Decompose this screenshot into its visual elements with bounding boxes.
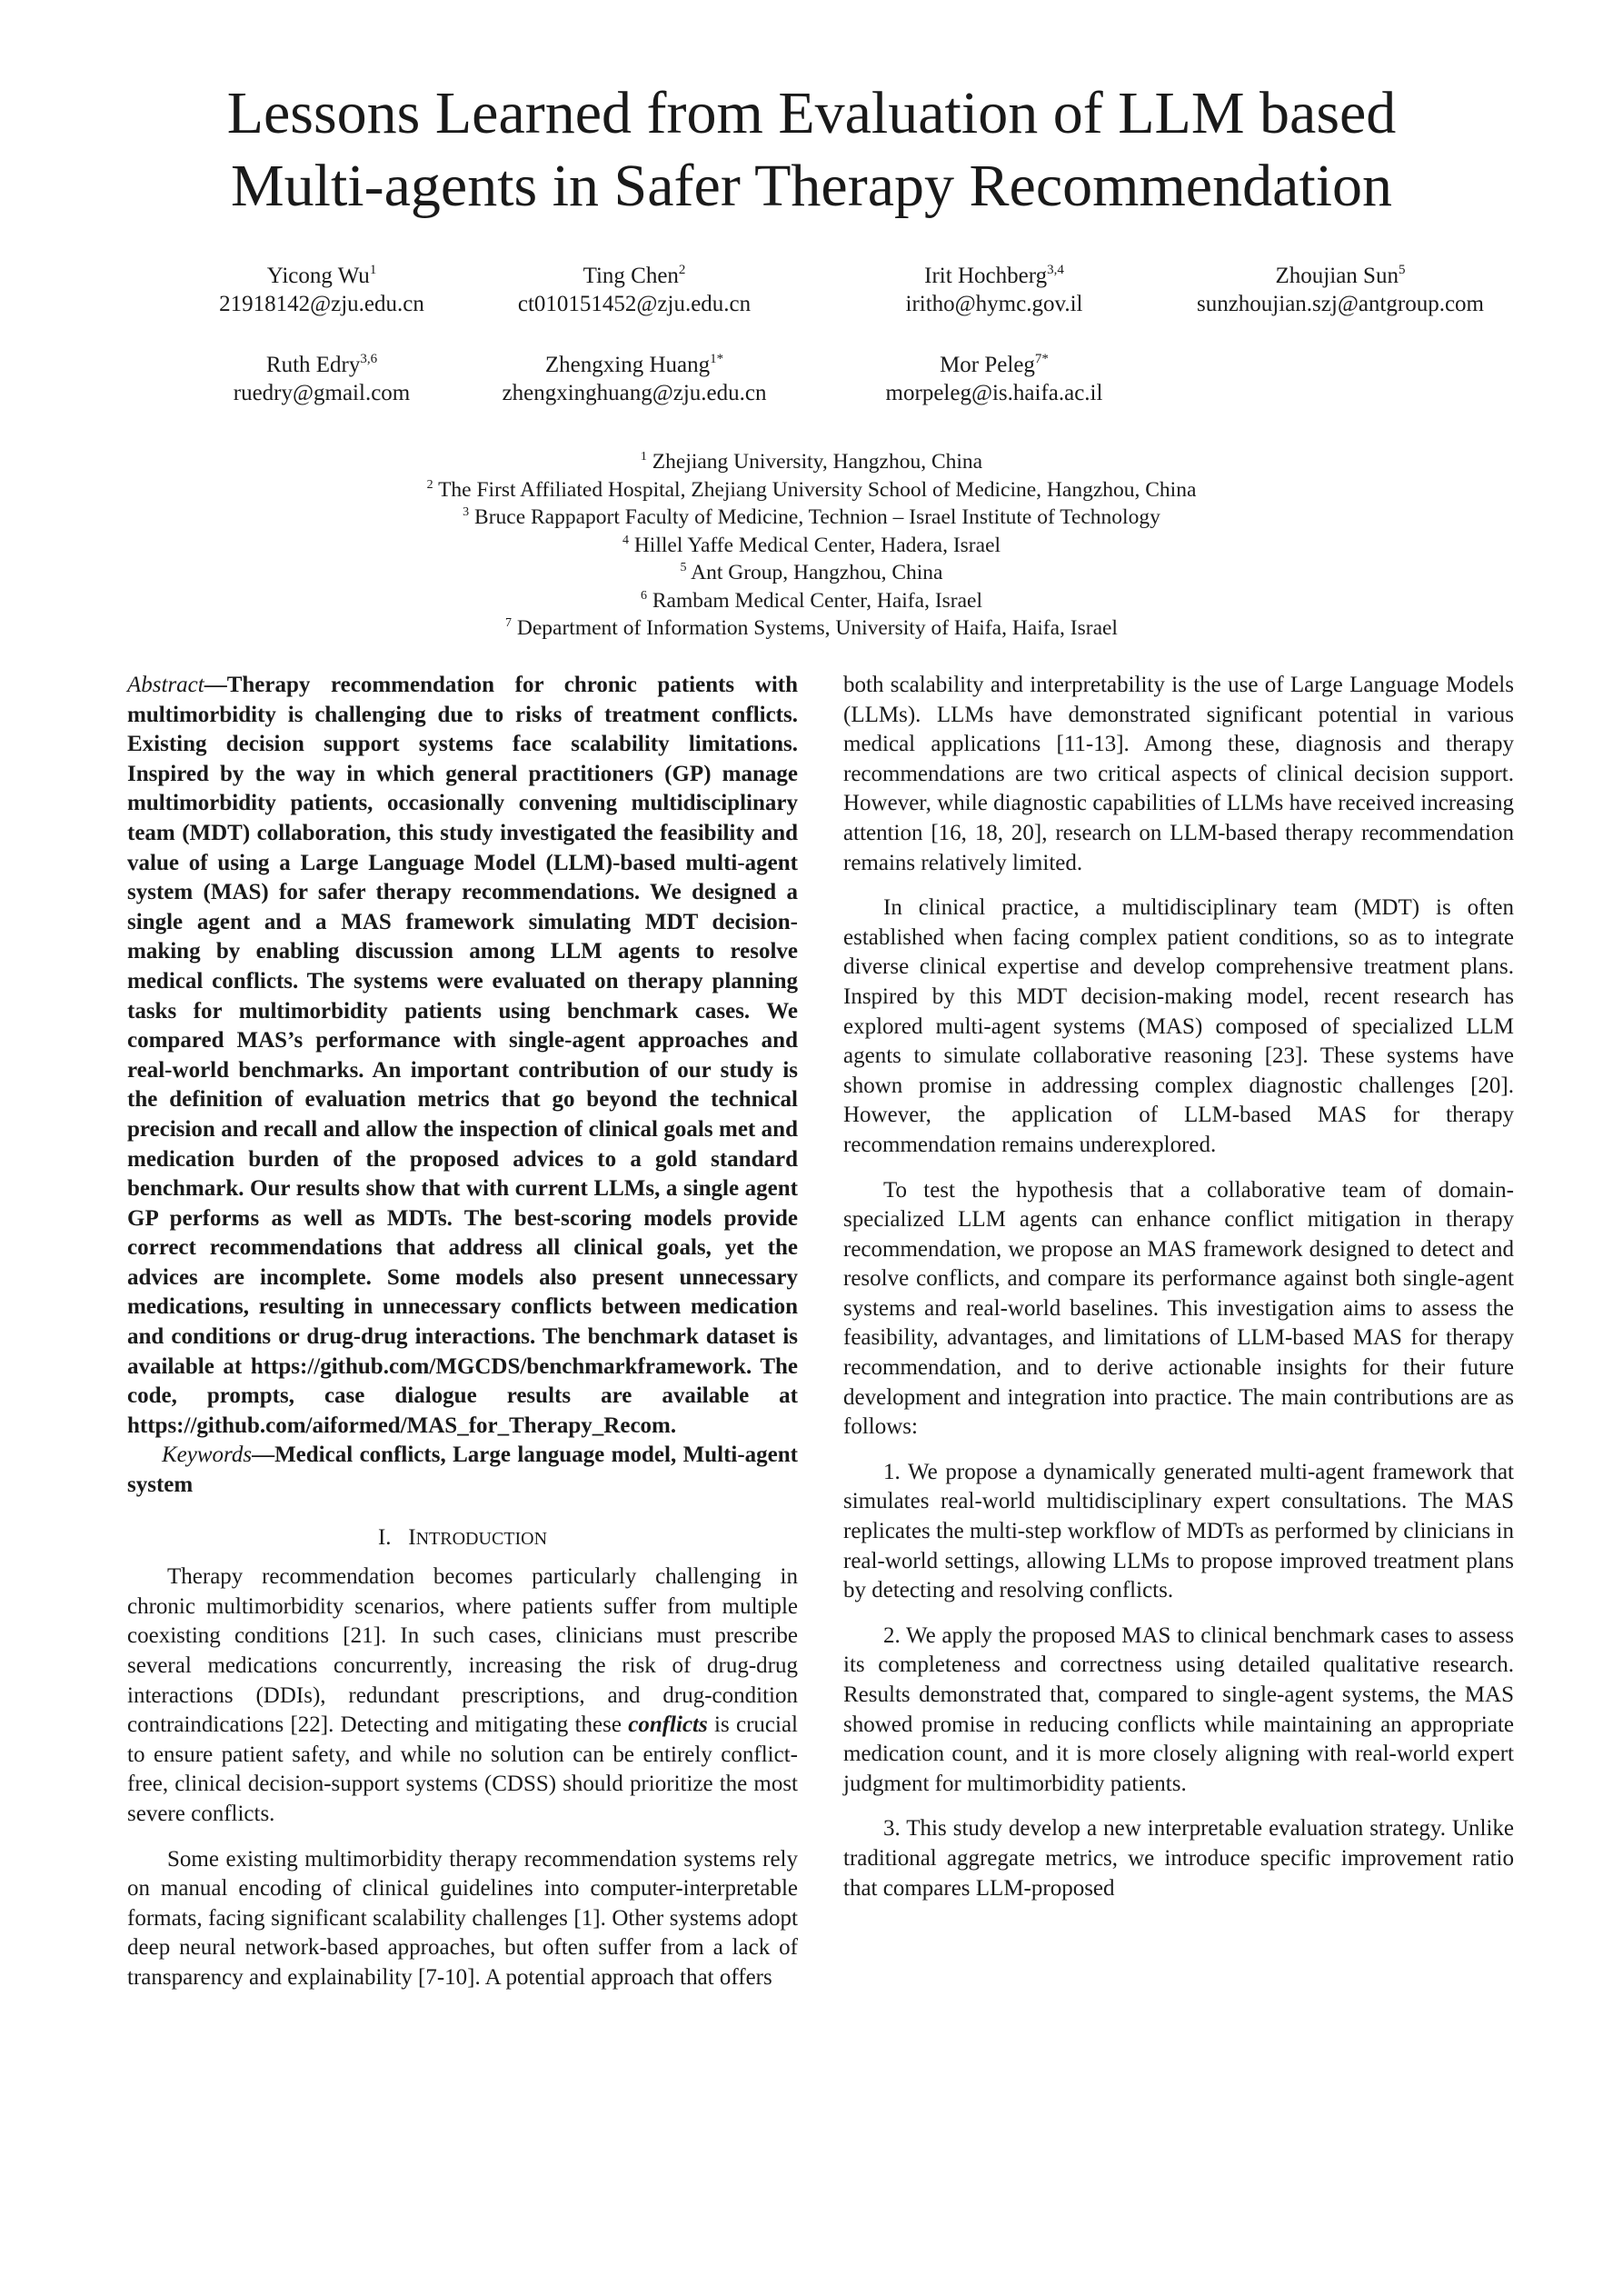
contribution-item: 2. We apply the proposed MAS to clinical benchmark cases to assess its completeness and correctness using detailed qualitative research. Results demonstrated that, compared to single-agent systems, the MAS showed promise in reducing conflicts while maintaining an appropriate medication count, and it is more closely aligning with real-world expert judgment for multimorbidity patients. bbox=[843, 1622, 1514, 1796]
affiliation-text: Ant Group, Hangzhou, China bbox=[691, 561, 943, 584]
author-affil-mark: 1* bbox=[710, 352, 724, 366]
author-email: sunzhoujian.szj@antgroup.com bbox=[1196, 292, 1484, 316]
affiliation bbox=[0, 504, 1623, 532]
author-affil-mark: 1 bbox=[369, 263, 377, 277]
right-column bbox=[843, 671, 1514, 1903]
intro-text: Therapy recommendation becomes particularly challenging in chronic multimorbidity scenarios, where patients suffer from multiple coexisting conditions [21]. In such cases, clinicians must prescribe several medications concurrently, increasing the risk of drug-drug interactions (DDIs), redundant prescriptions, and drug-condition contraindications [22]. Detecting and mitigating these bbox=[127, 1564, 798, 1738]
abstract-body: —Therapy recommendation for chronic patients with multimorbidity is challenging due to risks of treatment conflicts. Existing decision support systems face scalability limitations. Inspired by the way in which general practitioners (GP) manage multimorbidity patients, occasionally convening multidisciplinary team (MDT) collaboration, this study investigated the feasibility and value of using a Large Language Model (LLM)-based multi-agent system (MAS) for safer therapy recommendations. We designed a single agent and a MAS framework simulating MDT decision-making by enabling discussion among LLM agents to resolve medical conflicts. The systems were evaluated on therapy planning tasks for multimorbidity patients using benchmark cases. We compared MAS’s performance with single-agent approaches and real-world benchmarks. An important contribution of our study is the definition of evaluation metrics that go beyond the technical precision and recall and allow the inspection of clinical goals met and medication burden of the proposed advices to a gold standard benchmark. Our results show that with current LLMs, a single agent GP performs as well as MDTs. The best-scoring models provide correct recommendations that address all clinical goals, yet the advices are incomplete. Some models also present unnecessary medications, resulting in unnecessary conflicts between medication and conditions or drug-drug interactions. The benchmark dataset is available at https://github.com/MGCDS/benchmarkframework. The code, prompts, case dialogue results are available at https://github.com/aiformed/MAS_for_Therapy_Recom. bbox=[127, 673, 798, 1438]
contribution-item: 1. We propose a dynamically generated multi-agent framework that simulates real-world multidisciplinary expert consultations. The MAS replicates the multi-step workflow of MDTs as performed by clinicians in real-world settings, allowing LLMs to propose improved treatment plans by detecting and resolving conflicts. bbox=[843, 1459, 1514, 1603]
affiliation-text: Department of Information Systems, University of Haifa, Haifa, Israel bbox=[516, 616, 1118, 640]
author-name: Ting Chen bbox=[582, 264, 679, 288]
author-block bbox=[140, 351, 503, 407]
affiliation-mark: 3 bbox=[463, 505, 470, 519]
affiliation bbox=[0, 587, 1623, 615]
author-affil-mark: 7* bbox=[1034, 352, 1049, 366]
author-affil-mark: 3,4 bbox=[1047, 263, 1064, 277]
author-block bbox=[140, 262, 503, 318]
author-name: Zhoujian Sun bbox=[1275, 264, 1399, 288]
affiliation-text: Bruce Rappaport Faculty of Medicine, Technion – Israel Institute of Technology bbox=[474, 505, 1160, 529]
affiliation bbox=[0, 532, 1623, 560]
author-email: iritho@hymc.gov.il bbox=[905, 292, 1083, 316]
body-paragraph: To test the hypothesis that a collaborative team of domain-specialized LLM agents can enhance conflict mitigation in therapy recommendation, we propose an MAS framework designed to detect and resolve conflicts, and compare its performance against both single-agent systems and real-world baselines. This investigation aims to assess the feasibility, advantages, and limitations of LLM-based MAS for therapy recommendation, and to derive actionable insights for their future development and integration into practice. The main contributions are as follows: bbox=[843, 1177, 1514, 1440]
abstract-lead: Abstract bbox=[127, 673, 204, 697]
paper-title bbox=[0, 77, 1623, 223]
author-block bbox=[812, 262, 1176, 318]
affiliation-text: The First Affiliated Hospital, Zhejiang University School of Medicine, Hangzhou, China bbox=[438, 477, 1197, 502]
author-name: Ruth Edry bbox=[265, 353, 361, 377]
author-affil-mark: 2 bbox=[678, 263, 686, 277]
affiliation bbox=[0, 614, 1623, 643]
title-line-2: Multi-agents in Safer Therapy Recommendation bbox=[230, 153, 1393, 219]
intro-paragraph bbox=[127, 1562, 798, 1829]
affiliation bbox=[0, 559, 1623, 587]
author-block bbox=[453, 262, 816, 318]
affiliation-mark: 6 bbox=[640, 588, 647, 603]
intro-text: is crucial to ensure patient safety, and while no solution can be entirely conflict-free, clinical decision-support systems (CDSS) should prioritize the most severe conflicts. bbox=[127, 1712, 798, 1826]
author-block bbox=[812, 351, 1176, 407]
affiliation-text: Zhejiang University, Hangzhou, China bbox=[652, 450, 983, 474]
author-email: zhengxinghuang@zju.edu.cn bbox=[502, 381, 767, 405]
author-email: ct010151452@zju.edu.cn bbox=[517, 292, 752, 316]
author-email: morpeleg@is.haifa.ac.il bbox=[885, 381, 1103, 405]
author-name: Irit Hochberg bbox=[924, 264, 1048, 288]
title-line-1: Lessons Learned from Evaluation of LLM based bbox=[226, 80, 1397, 146]
left-column bbox=[127, 671, 798, 1993]
author-affil-mark: 5 bbox=[1398, 263, 1406, 277]
author-name: Yicong Wu bbox=[266, 264, 370, 288]
section-title-rest: NTRODUCTION bbox=[415, 1528, 548, 1549]
author-block bbox=[453, 351, 816, 407]
affiliation-mark: 5 bbox=[680, 561, 687, 574]
affiliation-text: Rambam Medical Center, Haifa, Israel bbox=[652, 588, 983, 613]
body-paragraph: both scalability and interpretability is the use of Large Language Models (LLMs). LLMs have demonstrated significant potential in various medical applications [11-13]. Among these, diagnosis and therapy recommendations are two critical aspects of clinical decision support. However, while diagnostic capabilities of LLMs have received increasing attention [16, 18, 20], research on LLM-based therapy recommendation remains relatively limited. bbox=[843, 673, 1514, 875]
contribution-item: 3. This study develop a new interpretable evaluation strategy. Unlike traditional aggregate metrics, we introduce specific improvement ratio that compares LLM-proposed bbox=[843, 1816, 1514, 1901]
affiliation bbox=[0, 448, 1623, 476]
keywords-lead: Keywords bbox=[162, 1442, 253, 1468]
author-block bbox=[1159, 262, 1522, 318]
section-heading bbox=[127, 1523, 798, 1554]
section-number: I. bbox=[377, 1524, 392, 1550]
author-name: Mor Peleg bbox=[940, 353, 1035, 377]
affiliation bbox=[0, 476, 1623, 504]
author-affil-mark: 3,6 bbox=[360, 352, 378, 366]
author-email: ruedry@gmail.com bbox=[233, 381, 411, 405]
body-paragraph: In clinical practice, a multidisciplinary team (MDT) is often established when facing complex patient conditions, so as to integrate diverse clinical expertise and develop comprehensive treatment plans. Inspired by this MDT decision-making model, recent research has explored multi-agent systems (MAS) composed of specialized LLM agents to simulate collaborative reasoning [23]. These systems have shown promise in addressing complex diagnostic challenges [20]. However, the application of LLM-based MAS for therapy recommendation remains underexplored. bbox=[843, 895, 1514, 1157]
affiliations bbox=[0, 448, 1623, 643]
author-email: 21918142@zju.edu.cn bbox=[219, 292, 424, 316]
affiliation-mark: 2 bbox=[426, 477, 433, 492]
author-name: Zhengxing Huang bbox=[544, 353, 711, 377]
keywords-body: —Medical conflicts, Large language model, Multi-agent system bbox=[127, 1442, 798, 1498]
affiliation-mark: 4 bbox=[622, 533, 629, 547]
emphasized-term: conflicts bbox=[628, 1712, 708, 1738]
intro-paragraph: Some existing multimorbidity therapy recommendation systems rely on manual encoding of clinical guidelines into computer-interpretable formats, facing significant scalability challenges [1]. Other systems adopt deep neural network-based approaches, but often suffer from a lack of transparency and explainability [7-10]. A potential approach that offers bbox=[127, 1846, 798, 1990]
affiliation-mark: 7 bbox=[505, 616, 513, 630]
section-title-first: I bbox=[408, 1524, 416, 1550]
affiliation-mark: 1 bbox=[640, 450, 647, 464]
keywords bbox=[127, 1441, 798, 1500]
abstract bbox=[127, 671, 798, 1441]
affiliation-text: Hillel Yaffe Medical Center, Hadera, Israel bbox=[633, 533, 1001, 557]
